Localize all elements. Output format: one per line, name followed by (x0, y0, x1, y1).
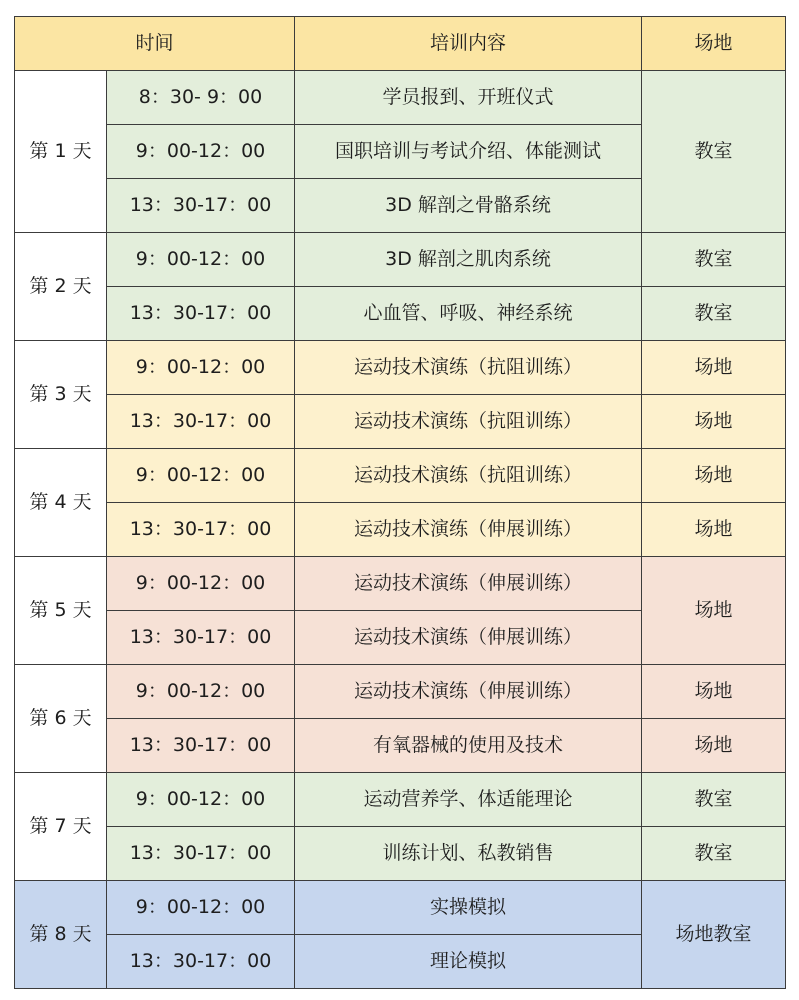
session-content: 运动技术演练（抗阻训练） (295, 341, 642, 395)
session-venue: 教室 (642, 287, 786, 341)
day-label: 第 1 天 (15, 71, 107, 233)
day-label: 第 3 天 (15, 341, 107, 449)
session-venue: 场地 (642, 719, 786, 773)
session-time: 9：00-12：00 (107, 125, 295, 179)
table-row (15, 881, 786, 935)
header-time: 时间 (15, 17, 295, 71)
session-venue: 场地 (642, 341, 786, 395)
session-content: 运动营养学、体适能理论 (295, 773, 642, 827)
session-venue: 场地 (642, 395, 786, 449)
session-content: 运动技术演练（伸展训练） (295, 557, 642, 611)
session-content: 运动技术演练（抗阻训练） (295, 449, 642, 503)
session-venue: 教室 (642, 233, 786, 287)
session-content: 理论模拟 (295, 935, 642, 989)
session-content: 实操模拟 (295, 881, 642, 935)
session-time: 9：00-12：00 (107, 665, 295, 719)
session-time: 13：30-17：00 (107, 179, 295, 233)
session-venue: 场地 (642, 449, 786, 503)
training-schedule-table (14, 16, 786, 989)
session-venue: 场地 (642, 557, 786, 665)
session-venue: 场地教室 (642, 881, 786, 989)
session-time: 13：30-17：00 (107, 719, 295, 773)
session-venue: 教室 (642, 71, 786, 233)
table-row (15, 827, 786, 881)
table-header-row (15, 17, 786, 71)
session-time: 13：30-17：00 (107, 935, 295, 989)
table-row (15, 449, 786, 503)
session-content: 有氧器械的使用及技术 (295, 719, 642, 773)
session-content: 运动技术演练（伸展训练） (295, 665, 642, 719)
session-time: 8：30- 9：00 (107, 71, 295, 125)
session-content: 运动技术演练（抗阻训练） (295, 395, 642, 449)
session-venue: 教室 (642, 773, 786, 827)
session-time: 9：00-12：00 (107, 449, 295, 503)
session-time: 9：00-12：00 (107, 881, 295, 935)
table-row (15, 71, 786, 125)
session-venue: 场地 (642, 665, 786, 719)
session-content: 心血管、呼吸、神经系统 (295, 287, 642, 341)
session-time: 9：00-12：00 (107, 233, 295, 287)
header-venue: 场地 (642, 17, 786, 71)
table-row (15, 665, 786, 719)
session-content: 3D 解剖之肌肉系统 (295, 233, 642, 287)
table-row (15, 719, 786, 773)
session-time: 9：00-12：00 (107, 341, 295, 395)
table-row (15, 395, 786, 449)
session-time: 13：30-17：00 (107, 827, 295, 881)
table-row (15, 341, 786, 395)
session-content: 国职培训与考试介绍、体能测试 (295, 125, 642, 179)
day-label: 第 8 天 (15, 881, 107, 989)
day-label: 第 2 天 (15, 233, 107, 341)
session-content: 学员报到、开班仪式 (295, 71, 642, 125)
table-row (15, 233, 786, 287)
session-content: 3D 解剖之骨骼系统 (295, 179, 642, 233)
session-content: 训练计划、私教销售 (295, 827, 642, 881)
session-content: 运动技术演练（伸展训练） (295, 503, 642, 557)
session-venue: 教室 (642, 827, 786, 881)
session-time: 9：00-12：00 (107, 557, 295, 611)
table-row (15, 287, 786, 341)
table-row (15, 773, 786, 827)
session-time: 13：30-17：00 (107, 287, 295, 341)
day-label: 第 4 天 (15, 449, 107, 557)
table-row (15, 503, 786, 557)
session-venue: 场地 (642, 503, 786, 557)
session-time: 9：00-12：00 (107, 773, 295, 827)
day-label: 第 6 天 (15, 665, 107, 773)
day-label: 第 5 天 (15, 557, 107, 665)
header-content: 培训内容 (295, 17, 642, 71)
session-time: 13：30-17：00 (107, 395, 295, 449)
table-row (15, 557, 786, 611)
session-content: 运动技术演练（伸展训练） (295, 611, 642, 665)
session-time: 13：30-17：00 (107, 611, 295, 665)
session-time: 13：30-17：00 (107, 503, 295, 557)
day-label: 第 7 天 (15, 773, 107, 881)
